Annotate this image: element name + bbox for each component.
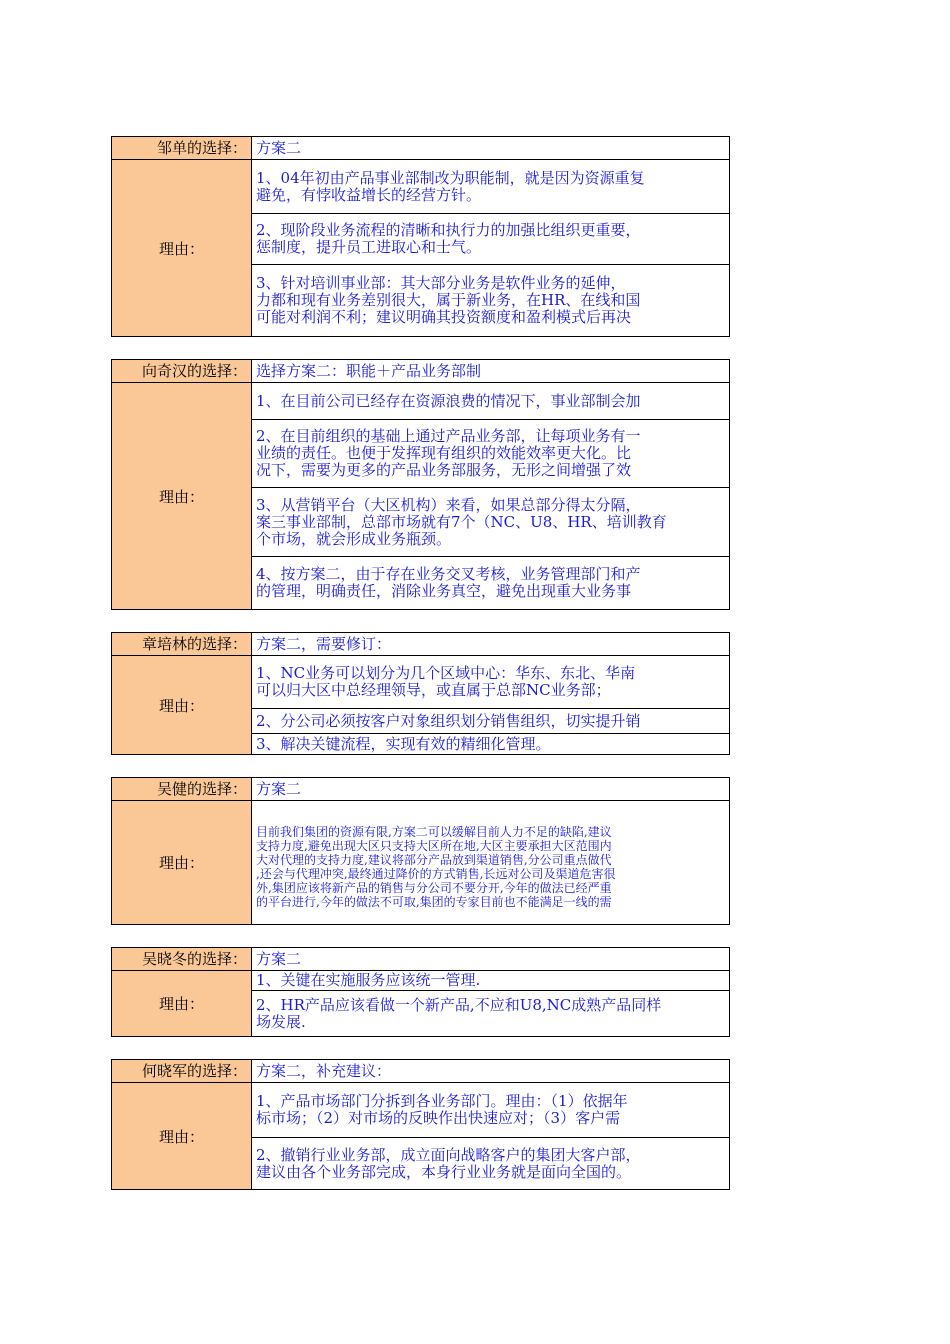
reason-cell[interactable]: 1、04年初由产品事业部制改为职能制，就是因为资源重复 避免，有悖收益增长的经营方针。: [252, 160, 729, 214]
reason-cell[interactable]: 3、从营销平台（大区机构）来看，如果总部分得太分隔， 案三事业部制，总部市场就有7个（NC、U8、HR、培训教育 个市场，就会形成业务瓶颈。: [252, 488, 729, 557]
selector-label[interactable]: 吴健的选择：: [112, 778, 252, 800]
choice-cell[interactable]: 方案二: [256, 780, 302, 798]
reason-label[interactable]: 理由：: [112, 801, 252, 924]
reason-cell[interactable]: 2、撤销行业业务部，成立面向战略客户的集团大客户部， 建议由各个业务部完成，本身行业业务就是面向全国的。: [256, 1145, 641, 1181]
reason-cell[interactable]: 1、在目前公司已经存在资源浪费的情况下，事业部制会加: [252, 383, 729, 420]
selector-label[interactable]: 向奇汉的选择：: [112, 360, 252, 382]
choice-cell[interactable]: 方案二: [256, 950, 302, 968]
reason-cell[interactable]: 1、NC业务可以划分为几个区域中心：华东、东北、华南 可以归大区中总经理领导，或直属于总部NC业务部；: [252, 656, 729, 709]
reason-cell[interactable]: 4、按方案二，由于存在业务交叉考核，业务管理部门和产 的管理，明确责任，消除业务真空，避免出现重大业务事: [256, 565, 641, 600]
opinion-block-wuxiaodong: [111, 947, 730, 1037]
choice-cell[interactable]: 方案二，补充建议：: [256, 1062, 392, 1080]
selector-label[interactable]: 章培林的选择：: [112, 633, 252, 655]
choice-cell[interactable]: 选择方案二：职能＋产品业务部制: [256, 362, 482, 380]
reason-cell[interactable]: 3、针对培训事业部：其大部分业务是软件业务的延伸， 力都和现有业务差别很大，属于新业务，在HR、在线和国 可能对利润不利；建议明确其投资额度和盈利模式后再决: [256, 274, 641, 326]
selector-label[interactable]: 邹单的选择：: [112, 137, 252, 159]
reason-label[interactable]: 理由：: [112, 383, 252, 609]
reason-cell[interactable]: 3、解决关键流程，实现有效的精细化管理。: [256, 734, 551, 753]
reason-label[interactable]: 理由：: [112, 971, 252, 1036]
reason-cell[interactable]: 目前我们集团的资源有限,方案二可以缓解目前人力不足的缺陷,建议 支持力度,避免出现大区只支持大区所在地,大区主要承担大区范围内 大对代理的支持力度,建议将部分产品放到渠道销售,分公司重点做代 ,还会与代理冲突,最终通过降价的方式销售,长远对公司及渠道危害很 外,集团应该将新产品的销售与分公司不要分开,今年的做法已经严重 的平台进行,今年的做法不可取,集团的专家目前也不能满足一线的需: [256, 825, 616, 909]
choice-cell[interactable]: 方案二，需要修订：: [256, 635, 392, 653]
selector-label[interactable]: 吴晓冬的选择：: [112, 948, 252, 970]
opinion-block-xiang: [111, 359, 730, 610]
reason-label[interactable]: 理由：: [112, 656, 252, 754]
choice-cell[interactable]: 方案二: [256, 139, 302, 157]
opinion-block-zhang: [111, 632, 730, 755]
reason-cell[interactable]: 1、关键在实施服务应该统一管理.: [252, 971, 729, 991]
selector-label[interactable]: 何晓军的选择：: [112, 1060, 252, 1082]
reason-cell[interactable]: 2、分公司必须按客户对象组织划分销售组织，切实提升销: [252, 709, 729, 734]
opinion-block-he: [111, 1059, 730, 1190]
reason-cell[interactable]: 1、产品市场部门分拆到各业务部门。理由：（1）依据年 标市场；（2）对市场的反映作出快速应对；（3）客户需: [252, 1083, 729, 1138]
reason-label[interactable]: 理由：: [112, 160, 252, 336]
reason-cell[interactable]: 2、在目前组织的基础上通过产品业务部，让每项业务有一 业绩的责任。也便于发挥现有组织的效能效率更大化。比 况下，需要为更多的产品业务部服务，无形之间增强了效: [252, 420, 729, 488]
reason-cell[interactable]: 2、HR产品应该看做一个新产品,不应和U8,NC成熟产品同样 场发展.: [256, 995, 662, 1031]
opinion-block-zou: [111, 136, 730, 337]
spreadsheet: [111, 136, 730, 1212]
reason-label[interactable]: 理由：: [112, 1083, 252, 1189]
opinion-block-wujian: [111, 777, 730, 925]
reason-cell[interactable]: 2、现阶段业务流程的清晰和执行力的加强比组织更重要， 惩制度，提升员工进取心和士气。: [252, 214, 729, 265]
